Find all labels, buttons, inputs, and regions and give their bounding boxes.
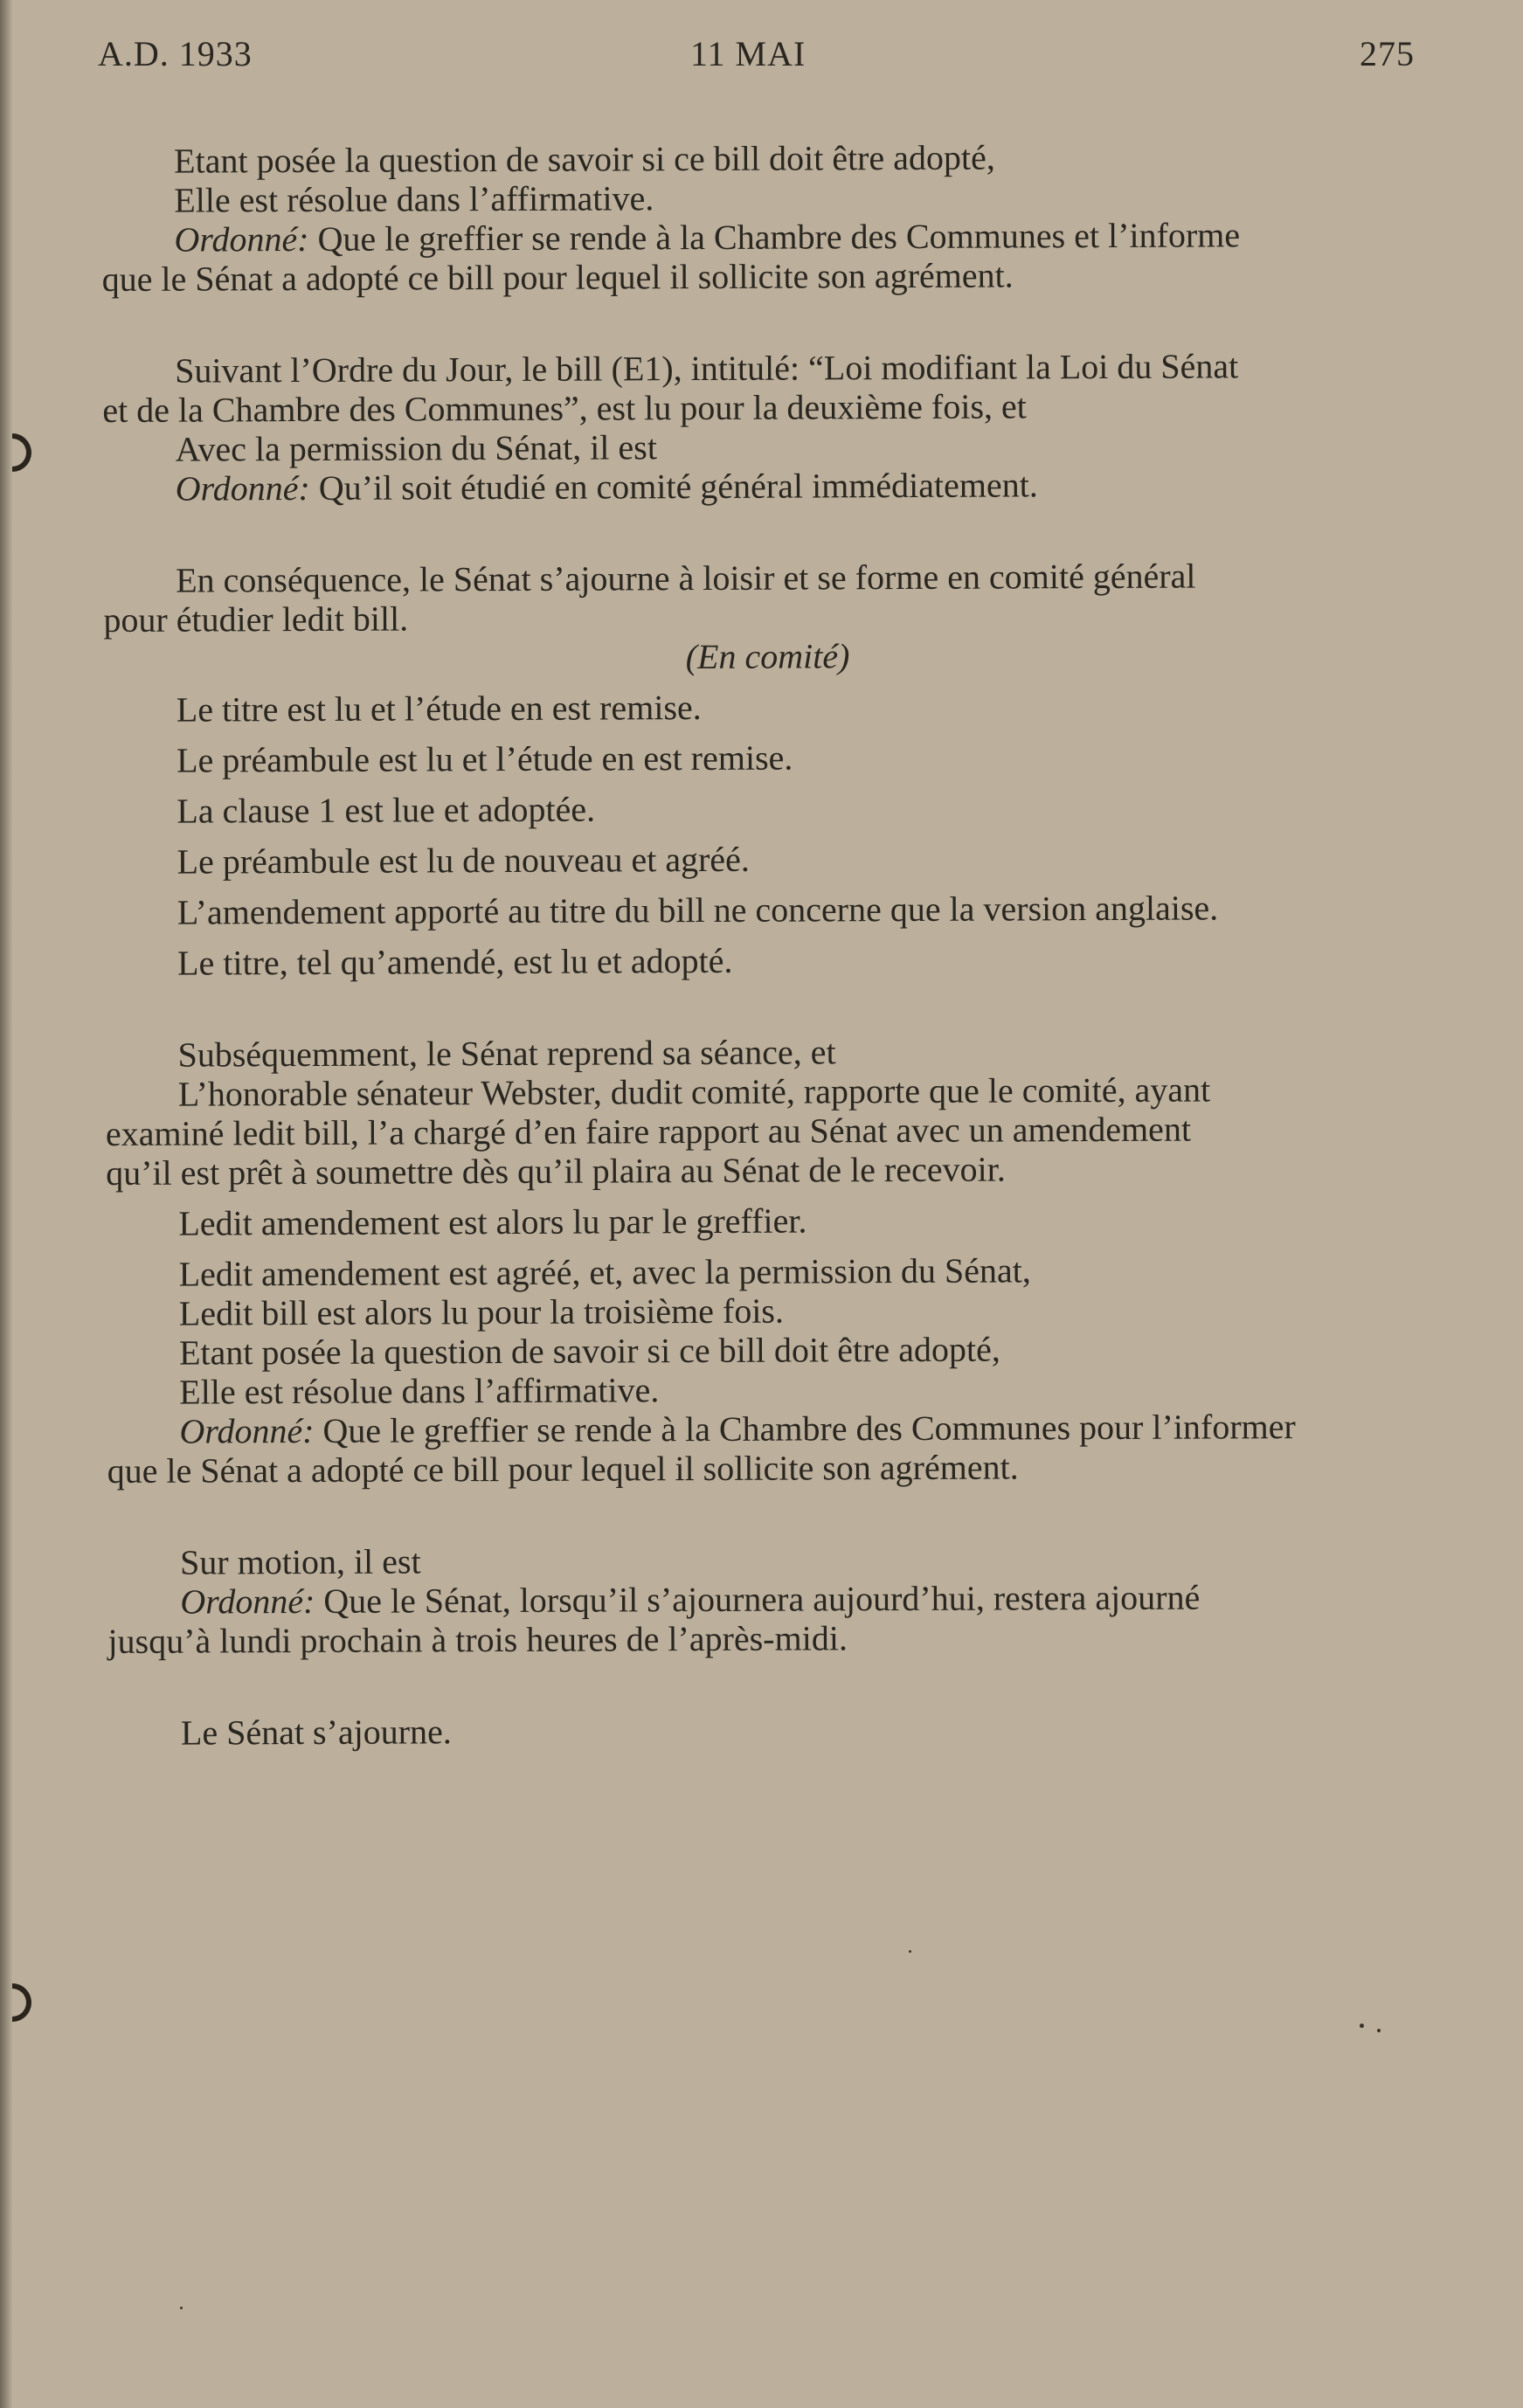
ordonne-label: Ordonné: [179, 1410, 315, 1451]
text-line: jusqu’à lundi prochain à trois heures de l’après-midi. [107, 1618, 848, 1661]
ordonne-label: Ordonné: [174, 218, 309, 259]
text-line: Ledit bill est alors lu pour la troisième fois. [178, 1290, 785, 1333]
paper-speck [1360, 2024, 1364, 2028]
paragraph-block [108, 1707, 1436, 1753]
text-line [107, 1406, 1435, 1451]
ordonne-label: Ordonné: [180, 1581, 315, 1622]
committee-items [104, 684, 1433, 983]
page-edge-shadow [0, 0, 12, 2408]
list-item: Le préambule est lu et l’étude en est remise. [176, 737, 793, 780]
list-item: L’amendement apporté au titre du bill ne concerne que la version anglaise. [177, 888, 1219, 932]
header-year: A.D. 1933 [98, 34, 253, 73]
text-line: Elle est résolue dans l’affirmative. [179, 1370, 660, 1412]
text-line: que le Sénat a adopté ce bill pour lequel il sollicite son agrément. [101, 255, 1014, 299]
paragraph-block [105, 1029, 1435, 1491]
ordonne-label: Ordonné: [175, 467, 310, 509]
list-item: Le préambule est lu de nouveau et agréé. [177, 839, 750, 882]
text-line-rest: Que le greffier se rende à la Chambre des Communes pour l’informer [314, 1407, 1296, 1450]
text-line: Suivant l’Ordre du Jour, le bill (E1), intitulé: “Loi modifiant la Loi du Sénat [175, 346, 1239, 391]
paragraph-block [107, 1537, 1436, 1661]
text-line: Elle est résolue dans l’affirmative. [174, 178, 654, 220]
binding-hole-mark [12, 433, 31, 472]
text-line: Subséquemment, le Sénat reprend sa séance, et [177, 1032, 836, 1075]
list-item: La clause 1 est lue et adoptée. [177, 789, 596, 831]
binding-hole-mark [12, 1983, 31, 2022]
text-line: Ledit amendement est alors lu par le greffier. [178, 1201, 807, 1243]
text-line: Ledit amendement est agréé, et, avec la permission du Sénat, [178, 1250, 1031, 1294]
text-line: L’honorable sénateur Webster, dudit comité, rapporte que le comité, ayant [177, 1069, 1211, 1114]
paragraph-block [103, 555, 1432, 679]
text-line: et de la Chambre des Communes”, est lu pour la deuxième fois, et [102, 386, 1027, 430]
text-line [107, 1576, 1436, 1622]
text-line: Le Sénat s’ajourne. [180, 1712, 452, 1753]
text-line-rest: Que le greffier se rende à la Chambre des Communes et l’informe [308, 215, 1241, 259]
document-body [101, 135, 1436, 1753]
committee-heading: (En comité) [685, 636, 850, 677]
header-date: 11 MAI [690, 34, 806, 73]
text-line [101, 214, 1430, 259]
text-line: examiné ledit bill, l’a chargé d’en faire rapport au Sénat avec un amendement [105, 1109, 1192, 1153]
text-line: Etant posée la question de savoir si ce bill doit être adopté, [173, 137, 995, 181]
page-number: 275 [1360, 34, 1415, 73]
text-line: qu’il est prêt à soumettre dès qu’il plaira au Sénat de le recevoir. [106, 1149, 1006, 1193]
text-line: que le Sénat a adopté ce bill pour lequel il sollicite son agrément. [107, 1447, 1019, 1491]
paragraph-block [102, 345, 1431, 509]
paper-speck [180, 2307, 183, 2309]
text-line-rest: Qu’il soit étudié en comité général immédiatement. [309, 465, 1038, 508]
text-line [103, 463, 1431, 509]
text-line: Etant posée la question de savoir si ce bill doit être adopté, [178, 1329, 1000, 1373]
paper-speck [909, 1950, 911, 1953]
text-line: Avec la permission du Sénat, il est [175, 427, 658, 469]
paper-speck [1377, 2029, 1381, 2032]
text-line: Sur motion, il est [179, 1541, 421, 1582]
list-item: Le titre est lu et l’étude en est remise. [176, 688, 702, 730]
page-header [0, 33, 1523, 77]
list-item: Le titre, tel qu’amendé, est lu et adopté. [177, 940, 733, 983]
text-line: En conséquence, le Sénat s’ajourne à loisir et se forme en comité général [176, 556, 1196, 600]
paragraph-block [101, 135, 1430, 299]
text-line: pour étudier ledit bill. [103, 599, 409, 640]
text-line-rest: Que le Sénat, lorsqu’il s’ajournera aujourd’hui, restera ajourné [315, 1577, 1201, 1621]
